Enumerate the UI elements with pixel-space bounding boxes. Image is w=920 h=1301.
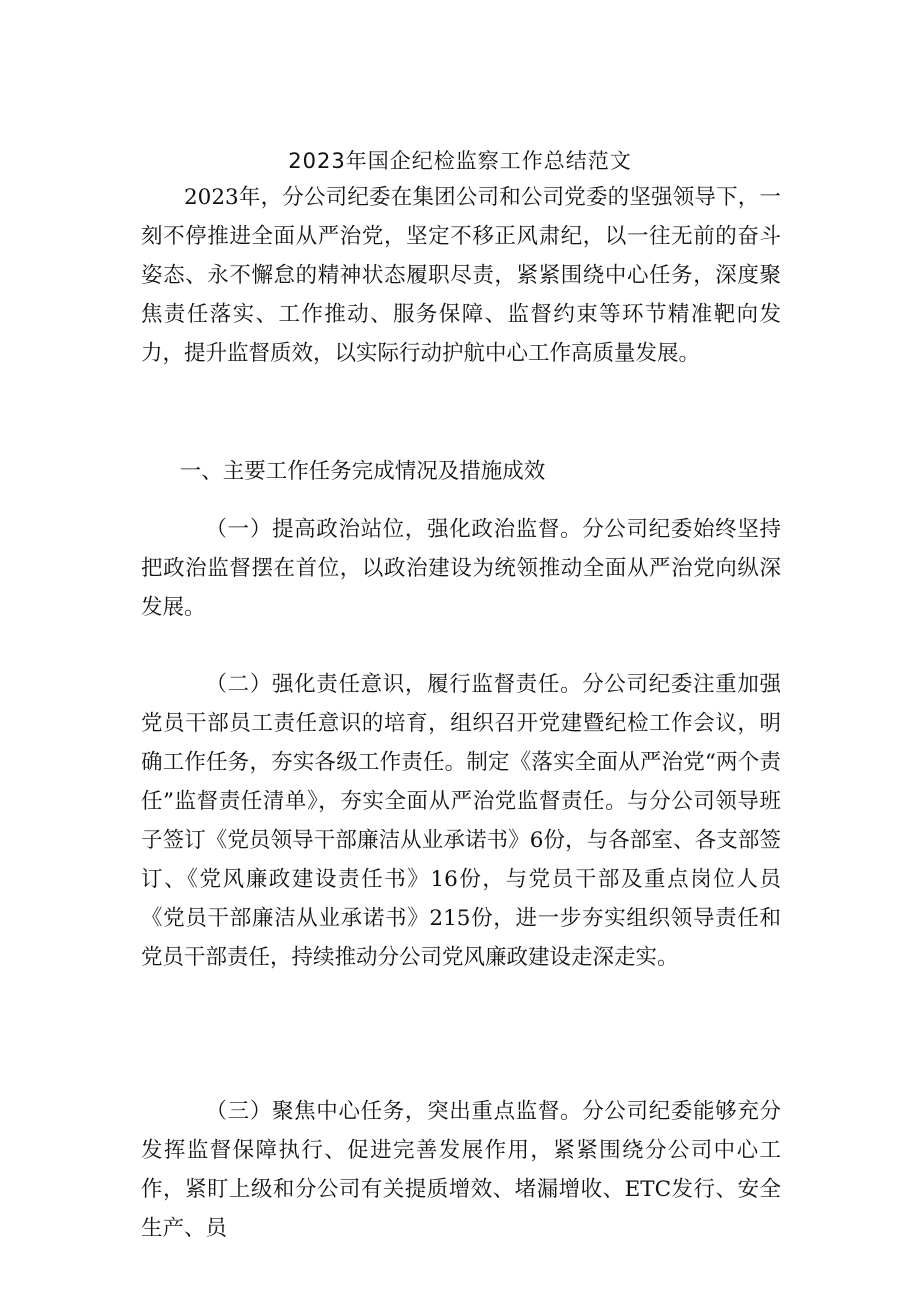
intro-paragraph: 2023年，分公司纪委在集团公司和公司党委的坚强领导下，一刻不停推进全面从严治党，坚定不移正风肃纪，以一往无前的奋斗姿态、永不懈怠的精神状态履职尽责，紧紧围绕中心任务，深度聚焦责任落实、工作推动、服务保障、监督约束等环节精准靶向发力，提升监督质效，以实际行动护航中心工作高质量发展。 bbox=[141, 185, 781, 366]
subsection-paragraph-2: （二）强化责任意识，履行监督责任。分公司纪委注重加强党员干部员工责任意识的培育，组织召开党建暨纪检工作会议，明确工作任务，夯实各级工作责任。制定《落实全面从严治党“两个责任”监督责任清单》，夯实全面从严治党监督责任。与分公司领导班子签订《党员领导干部廉洁从业承诺书》6份，与各部室、各支部签订、《党风廉政建设责任书》16份，与党员干部及重点岗位人员《党员干部廉洁从业承诺书》215份，进一步夯实组织领导责任和党员干部责任，持续推动分公司党风廉政建设走深走实。 bbox=[141, 672, 781, 970]
subsection-paragraph-3: （三）聚焦中心任务，突出重点监督。分公司纪委能够充分发挥监督保障执行、促进完善发展作用，紧紧围绕分公司中心工作，紧盯上级和分公司有关提质增效、堵漏增收、ETC发行、安全生产、员 bbox=[141, 1099, 781, 1241]
document-title: 2023年国企纪检监察工作总结范文 bbox=[288, 149, 632, 173]
subsection-paragraph-1: （一）提高政治站位，强化政治监督。分公司纪委始终坚持把政治监督摆在首位，以政治建设为统领推动全面从严治党向纵深发展。 bbox=[141, 517, 781, 620]
section-heading: 一、主要工作任务完成情况及措施成效 bbox=[179, 459, 546, 484]
